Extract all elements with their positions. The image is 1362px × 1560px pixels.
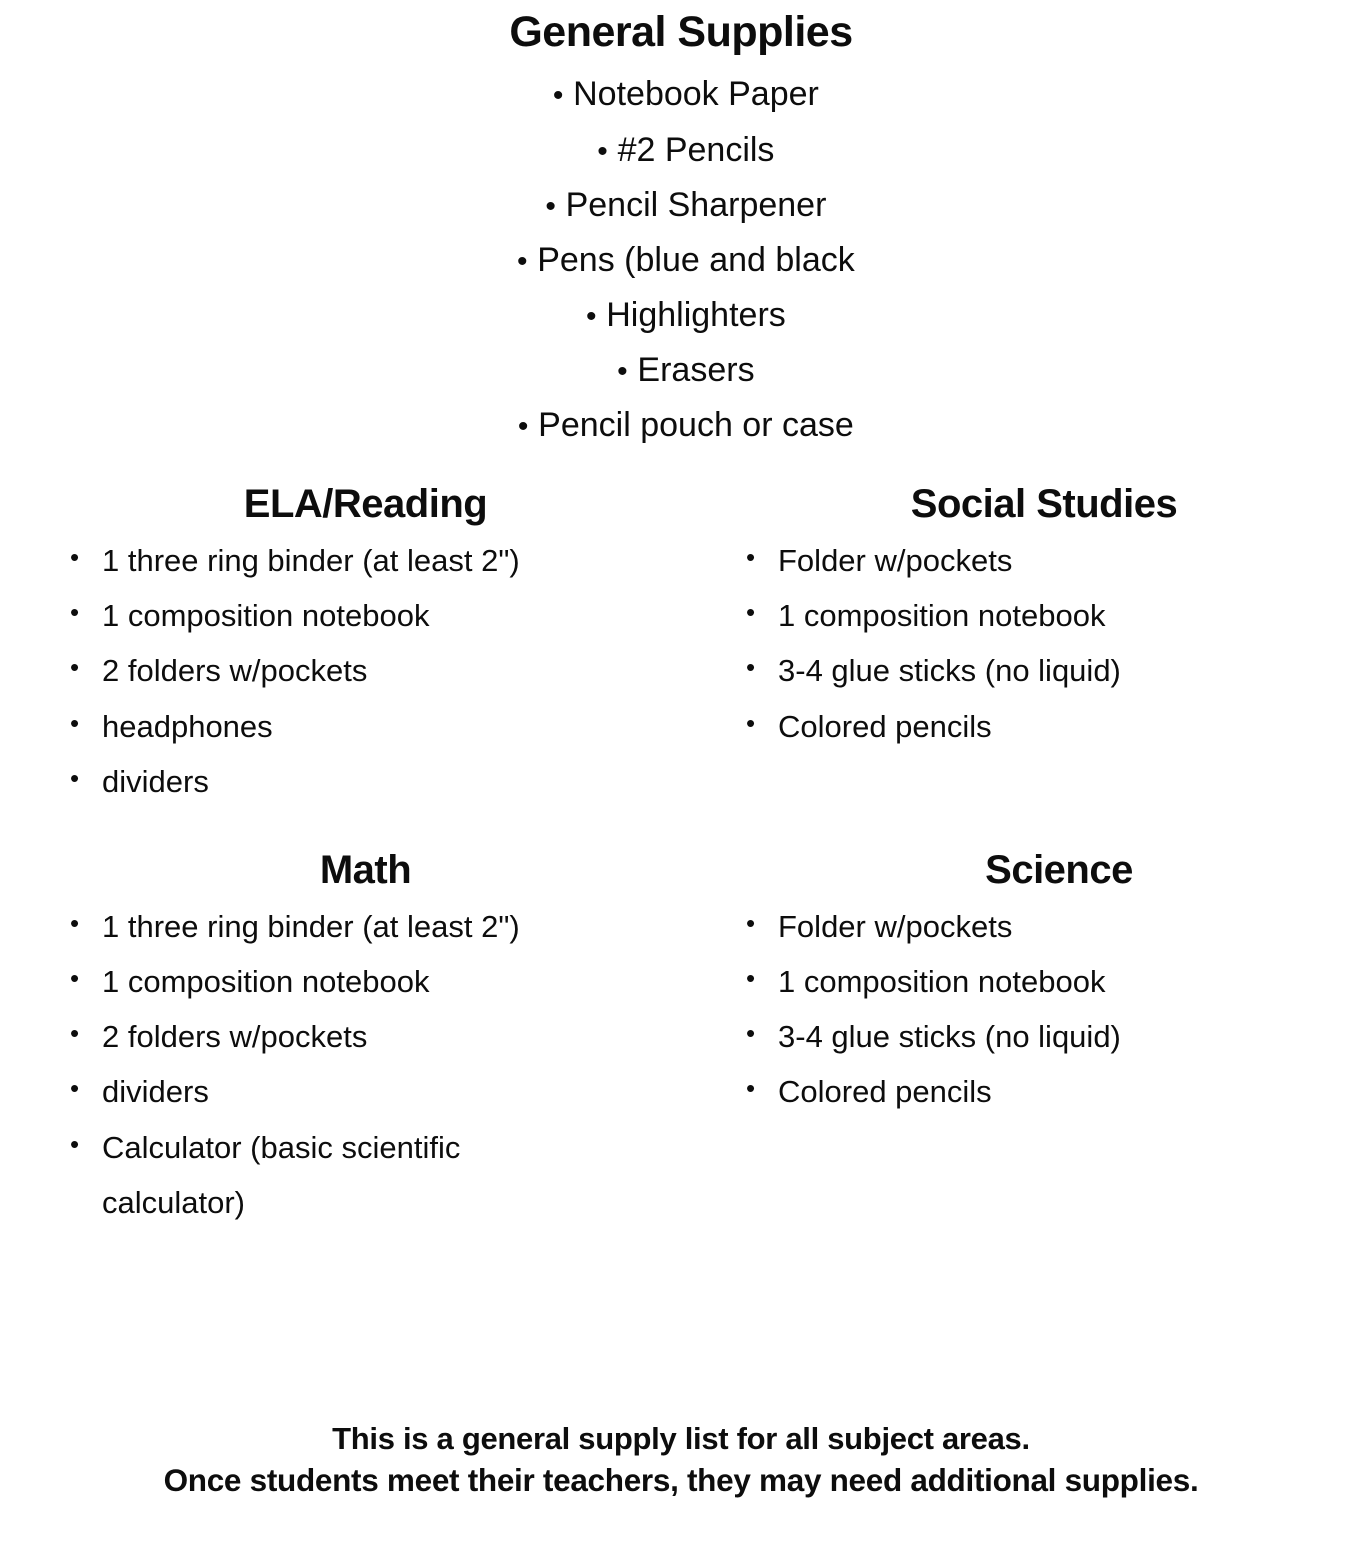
list-item: • 1 composition notebook [60,954,542,1009]
column-right [681,481,1362,831]
list-item-label: Erasers [637,350,755,389]
subject-block-science [736,847,1352,1120]
subject-title-ela: ELA/Reading [243,481,488,526]
list-item: • Folder w/pockets [736,899,1218,954]
bullet-icon: • [585,299,597,333]
column-left [0,847,681,1252]
bullet-icon: • [517,409,529,443]
subject-title-science: Science [985,847,1133,892]
bullet-icon: • [617,354,628,388]
column-left [0,481,681,831]
list-item [0,343,1362,398]
subjects-row-1 [0,481,1362,831]
list-item: • Folder w/pockets [736,533,1218,588]
list-item: • 1 composition notebook [736,588,1218,643]
footer-note [0,1418,1362,1502]
list-item: • 3-4 glue sticks (no liquid) [736,1009,1218,1064]
list-item [0,67,1362,122]
general-supplies-title: General Supplies [509,8,853,56]
subject-block-math [60,847,671,1230]
subject-block-ela [60,481,671,809]
subjects-row-2 [0,847,1362,1252]
list-item: • Colored pencils [736,1064,1218,1119]
subject-block-social-studies [736,481,1352,754]
list-item [0,123,1362,178]
list-item-label: Pens (blue and black [537,240,855,279]
column-right [681,847,1362,1252]
list-item: • 1 composition notebook [736,954,1218,1009]
footer-note-line-1: This is a general supply list for all subject areas. [332,1420,1030,1456]
list-item: • Colored pencils [736,699,1218,754]
list-item-label: Highlighters [606,295,786,334]
list-item: • headphones [60,699,542,754]
list-item-label: Pencil Sharpener [565,185,827,224]
list-item-label: #2 Pencils [617,130,775,169]
bullet-icon: • [552,79,564,113]
general-supplies-list [0,67,1362,453]
list-item: • 1 composition notebook [60,588,542,643]
subject-list-science [736,899,1352,1120]
bullet-icon: • [597,134,608,168]
footer-note-line-2: Once students meet their teachers, they may need additional supplies. [163,1462,1199,1499]
general-supplies-section [0,0,1362,453]
list-item [0,288,1362,343]
list-item: • dividers [60,1064,542,1119]
list-item: • Calculator (basic scientific calculator) [60,1120,542,1230]
subject-title-social-studies: Social Studies [910,481,1178,526]
list-item: • 1 three ring binder (at least 2") [60,533,542,588]
subject-list-ela [60,533,671,809]
list-item-label: Pencil pouch or case [538,405,854,444]
list-item-label: Notebook Paper [573,75,819,114]
bullet-icon: • [516,244,528,278]
subject-list-social-studies [736,533,1352,754]
bullet-icon: • [545,189,556,223]
list-item [0,398,1362,453]
list-item: • 2 folders w/pockets [60,1009,542,1064]
list-item [0,233,1362,288]
subject-list-math [60,899,671,1230]
list-item: • 1 three ring binder (at least 2") [60,899,542,954]
subject-title-math: Math [319,847,412,892]
list-item [0,178,1362,233]
list-item: • dividers [60,754,542,809]
list-item: • 2 folders w/pockets [60,643,542,698]
list-item: • 3-4 glue sticks (no liquid) [736,643,1218,698]
